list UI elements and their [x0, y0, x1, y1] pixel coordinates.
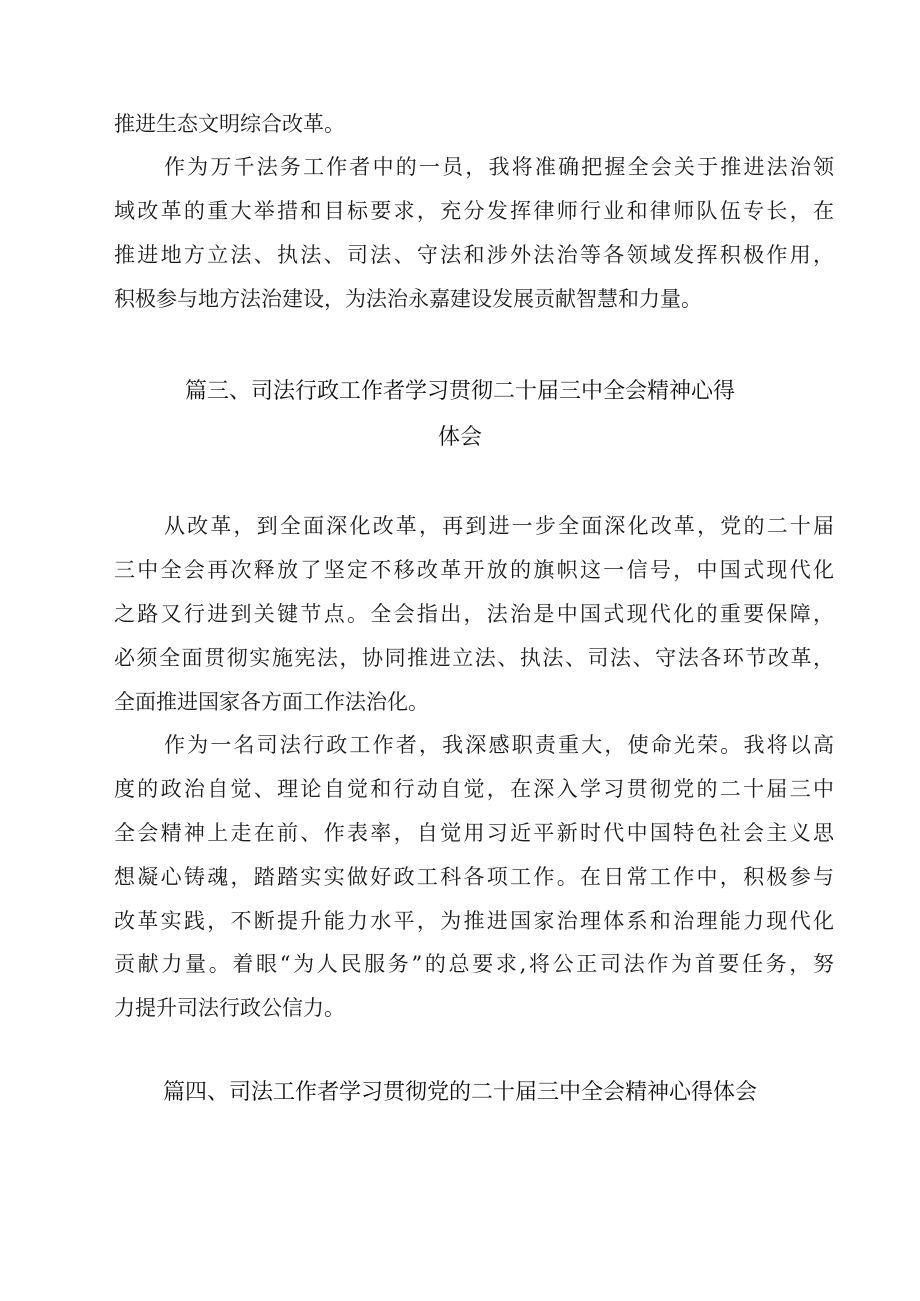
paragraph-line: 三中全会再次释放了坚定不移改革开放的旗帜这一信号，中国式现代化 [114, 558, 834, 582]
paragraph-line: 全会精神上走在前、作表率，自觉用习近平新时代中国特色社会主义思 [114, 821, 834, 845]
paragraph-line: 推进地方立法、执法、司法、守法和涉外法治等各领域发挥积极作用， [114, 243, 834, 267]
paragraph-line: 全面推进国家各方面工作法治化。 [114, 690, 429, 714]
paragraph-line: 度的政治自觉、理论自觉和行动自觉，在深入学习贯彻党的二十届三中 [114, 777, 834, 801]
section-heading: 篇三、司法行政工作者学习贯彻二十届三中全会精神心得 [184, 379, 735, 404]
paragraph-line: 从改革，到全面深化改革，再到进一步全面深化改革，党的二十届 [164, 514, 834, 538]
paragraph-line: 必须全面贯彻实施宪法，协同推进立法、执法、司法、守法各环节改革， [114, 646, 834, 670]
paragraph-line: 之路又行进到关键节点。全会指出，法治是中国式现代化的重要保障， [114, 602, 834, 626]
paragraph-line: 推进生态文明综合改革。 [114, 112, 345, 136]
paragraph-line: 想凝心铸魂，踏踏实实做好政工科各项工作。在日常工作中，积极参与 [114, 865, 834, 889]
paragraph-line: 力提升司法行政公信力。 [114, 996, 345, 1020]
paragraph-line: 域改革的重大举措和目标要求，充分发挥律师行业和律师队伍专长，在 [114, 199, 834, 223]
paragraph-line: 改革实践，不断提升能力水平，为推进国家治理体系和治理能力现代化 [114, 909, 834, 933]
paragraph-line: 作为一名司法行政工作者，我深感职责重大，使命光荣。我将以高 [164, 733, 834, 757]
paragraph-line: 积极参与地方法治建设，为法治永嘉建设发展贡献智慧和力量。 [114, 287, 702, 311]
section-heading: 篇四、司法工作者学习贯彻党的二十届三中全会精神心得体会 [162, 1080, 757, 1105]
paragraph-line: 作为万千法务工作者中的一员，我将准确把握全会关于推进法治领 [164, 155, 834, 179]
paragraph-line: 贡献力量。着眼“为人民服务”的总要求,将公正司法作为首要任务，努 [114, 952, 834, 976]
section-heading-continued: 体会 [437, 425, 482, 450]
